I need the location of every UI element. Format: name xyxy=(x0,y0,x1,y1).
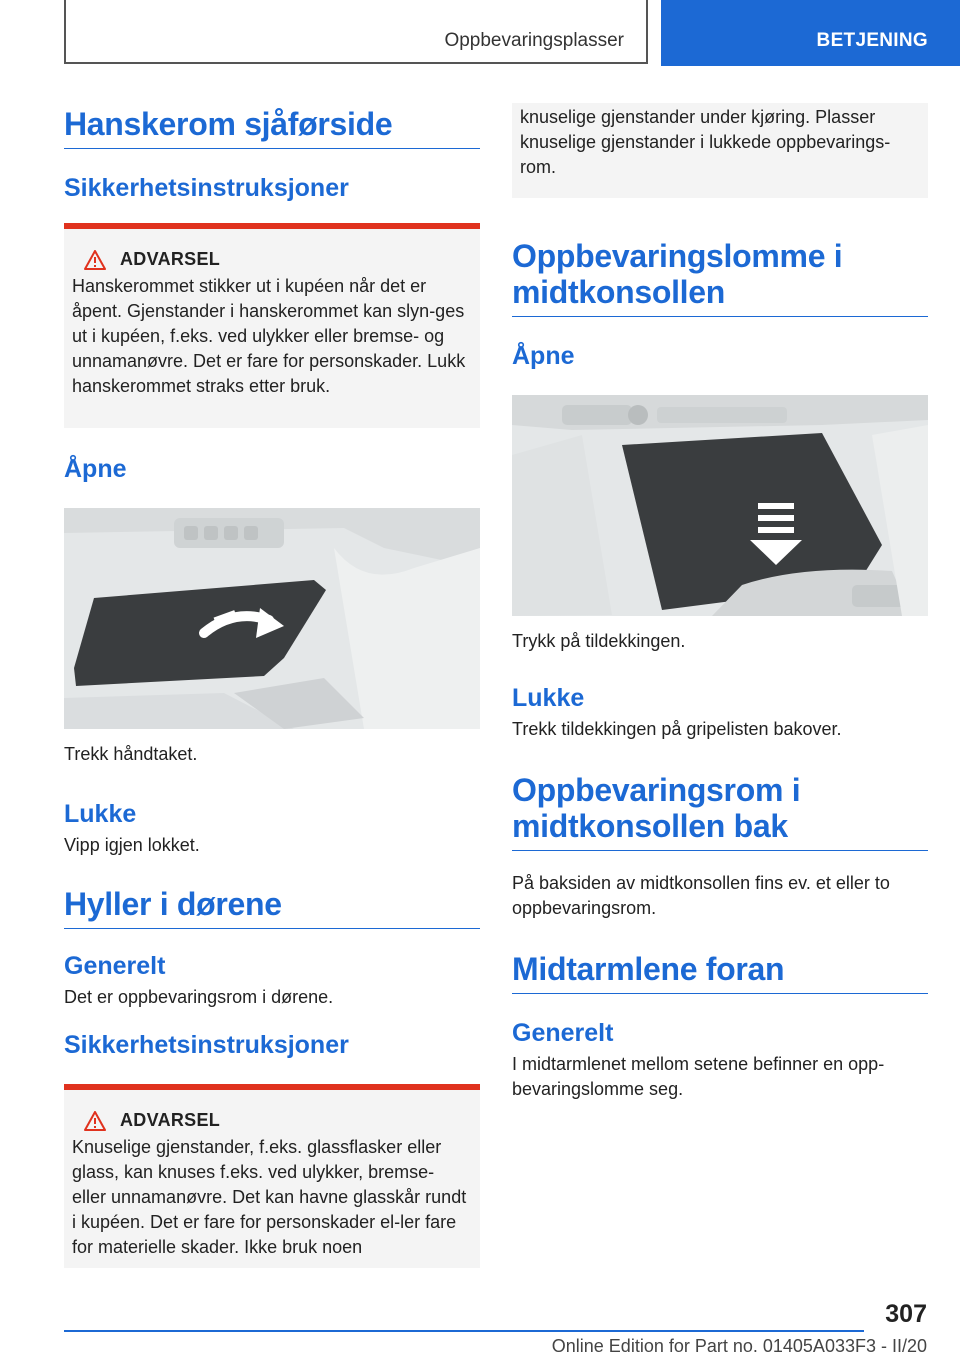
heading-close-console: Lukke xyxy=(512,684,585,712)
warning-triangle-icon xyxy=(84,1111,106,1131)
page-header xyxy=(0,0,960,66)
warning-triangle-icon xyxy=(84,250,106,270)
text-close-glovebox: Vipp igjen lokket. xyxy=(64,835,200,855)
heading-general-armrest: Generelt xyxy=(512,1019,614,1047)
header-section-box xyxy=(64,0,648,64)
text-general-door: Det er oppbevaringsrom i dørene. xyxy=(64,987,334,1007)
warning-box-1 xyxy=(64,223,480,428)
heading-safety-1: Sikkerhetsinstruksjoner xyxy=(64,174,349,202)
header-chapter-tab xyxy=(661,0,960,66)
left-column xyxy=(64,100,480,1268)
caption-open-console: Trykk på tildekkingen. xyxy=(512,631,686,651)
heading-door-shelves: Hyller i dørene xyxy=(64,886,480,929)
heading-console-pocket: Oppbevaringslomme i midtkonsollen xyxy=(512,238,928,317)
text-general-armrest: I midtarmlenet mellom setene befinner en opp-bevaringslomme seg. xyxy=(512,1054,885,1099)
warning-box-2 xyxy=(64,1084,480,1268)
console-pocket-illustration xyxy=(512,395,928,616)
heading-safety-2: Sikkerhetsinstruksjoner xyxy=(64,1031,349,1059)
heading-front-armrest: Midtarmlene foran xyxy=(512,951,928,994)
page-number: 307 xyxy=(885,1300,927,1328)
warning-text-2: Knuselige gjenstander, f.eks. glassflasker eller glass, kan knuses f.eks. ved ulykker, bremse- eller unnamanøvre. Det kan havne glasskår rundt i kupéen. Det er fare for personskader el-ler fare for materielle skader. Ikke bruk noen xyxy=(72,1137,467,1257)
header-chapter-label: BETJENING xyxy=(816,30,928,51)
warning-box-2-continued xyxy=(512,103,928,198)
glovebox-illustration xyxy=(64,508,480,729)
heading-general-door: Generelt xyxy=(64,952,166,980)
warning-title-1: ADVARSEL xyxy=(120,249,221,269)
heading-open-console: Åpne xyxy=(512,342,575,370)
right-column xyxy=(512,103,928,1102)
warning-title-2: ADVARSEL xyxy=(120,1110,221,1130)
text-close-console: Trekk tildekkingen på gripelisten bakover. xyxy=(512,719,842,739)
edition-text: Online Edition for Part no. 01405A033F3 - II/20 xyxy=(551,1336,927,1356)
warning-text-2-continued: knuselige gjenstander under kjøring. Plasser knuselige gjenstander i lukkede oppbevarings-rom. xyxy=(520,107,891,177)
heading-rear-storage: Oppbevaringsrom i midtkonsollen bak xyxy=(512,772,928,851)
caption-open-glovebox: Trekk håndtaket. xyxy=(64,744,198,764)
header-section-title: Oppbevaringsplasser xyxy=(444,30,624,51)
footer-divider xyxy=(64,1330,864,1332)
heading-close-glovebox: Lukke xyxy=(64,800,137,828)
text-rear-storage: På baksiden av midtkonsollen fins ev. et eller to oppbevaringsrom. xyxy=(512,873,890,918)
warning-header-1 xyxy=(72,249,472,270)
warning-text-1: Hanskerommet stikker ut i kupéen når det er åpent. Gjenstander i hanskerommet kan slyn-ges ut i kupéen, f.eks. ved ulykker eller bremse- og unnamanøvre. Det er fare for personskader. Lukk hanskerommet straks etter bruk. xyxy=(72,276,466,396)
heading-open-glovebox: Åpne xyxy=(64,455,127,483)
warning-header-2 xyxy=(72,1110,472,1131)
heading-glovebox: Hanskerom sjåførside xyxy=(64,106,480,149)
